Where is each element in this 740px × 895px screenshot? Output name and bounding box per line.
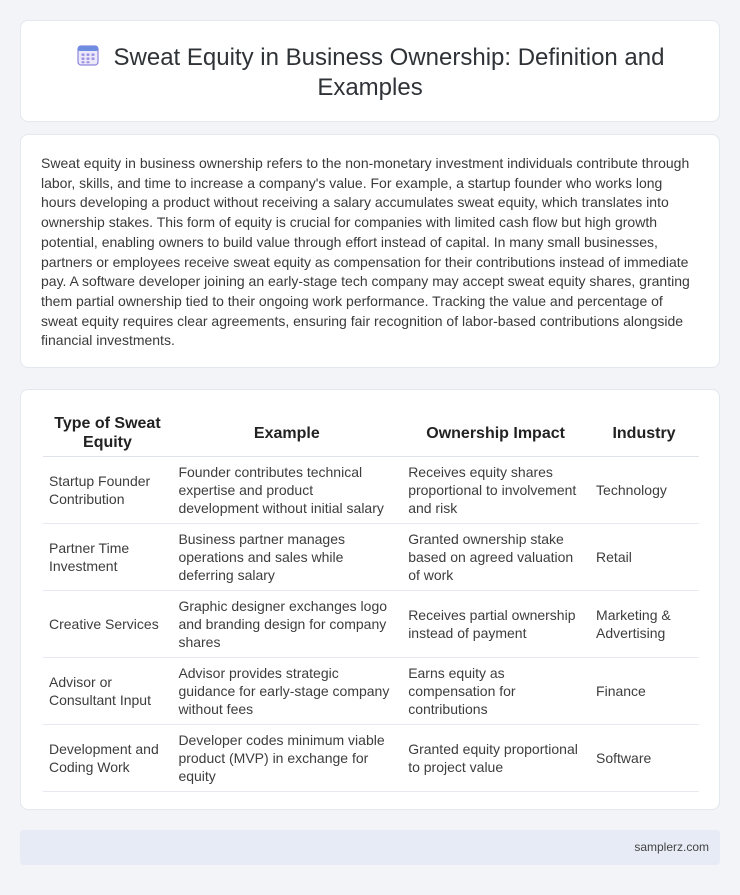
header-example: Example — [172, 410, 402, 457]
table-row — [43, 725, 699, 792]
cell-industry: Finance — [590, 658, 699, 725]
header-industry: Industry — [590, 410, 699, 457]
cell-example: Graphic designer exchanges logo and branding design for company shares — [172, 591, 402, 658]
cell-type: Partner Time Investment — [43, 524, 172, 591]
cell-example: Developer codes minimum viable product (MVP) in exchange for equity — [172, 725, 402, 792]
cell-industry: Software — [590, 725, 699, 792]
table-row — [43, 524, 699, 591]
cell-industry: Technology — [590, 457, 699, 524]
cell-type: Advisor or Consultant Input — [43, 658, 172, 725]
calendar-icon — [76, 43, 100, 67]
table-row — [43, 658, 699, 725]
footer-bar — [20, 830, 720, 865]
header-ownership-impact: Ownership Impact — [402, 410, 590, 457]
cell-example: Advisor provides strategic guidance for early-stage company without fees — [172, 658, 402, 725]
intro-paragraph: Sweat equity in business ownership refers to the non-monetary investment individuals contribute through labor, skills, and time to increase a company's value. For example, a startup founder who works long hours developing a product without receiving a salary accumulates sweat equity, which translates into ownership stakes. This form of equity is crucial for companies with limited cash flow but high growth potential, enabling owners to build value through effort instead of capital. In many small businesses, partners or employees receive sweat equity as compensation for their contributions instead of immediate pay. A software developer joining an early-stage tech company may accept sweat equity shares, granting them partial ownership tied to their ongoing work performance. Tracking the value and percentage of sweat equity requires clear agreements, ensuring fair recognition of labor-based contributions alongside financial investments. — [41, 155, 690, 349]
cell-industry: Marketing & Advertising — [590, 591, 699, 658]
cell-ownership-impact: Receives equity shares proportional to involvement and risk — [402, 457, 590, 524]
page-title-wrap — [61, 43, 679, 103]
table-header-row — [43, 410, 699, 457]
page-title: Sweat Equity in Business Ownership: Definition and Examples — [113, 44, 665, 101]
cell-type: Startup Founder Contribution — [43, 457, 172, 524]
sweat-equity-table — [43, 410, 699, 792]
footer-site-link[interactable]: samplerz.com — [634, 840, 709, 854]
cell-type: Development and Coding Work — [43, 725, 172, 792]
cell-ownership-impact: Earns equity as compensation for contributions — [402, 658, 590, 725]
table-row — [43, 457, 699, 524]
table-card — [20, 389, 720, 810]
cell-ownership-impact: Granted equity proportional to project value — [402, 725, 590, 792]
table-row — [43, 591, 699, 658]
cell-example: Founder contributes technical expertise and product development without initial salary — [172, 457, 402, 524]
cell-type: Creative Services — [43, 591, 172, 658]
cell-ownership-impact: Granted ownership stake based on agreed valuation of work — [402, 524, 590, 591]
cell-industry: Retail — [590, 524, 699, 591]
header-type: Type of Sweat Equity — [43, 410, 172, 457]
cell-ownership-impact: Receives partial ownership instead of payment — [402, 591, 590, 658]
intro-card — [20, 134, 720, 368]
title-card — [20, 20, 720, 122]
cell-example: Business partner manages operations and sales while deferring salary — [172, 524, 402, 591]
